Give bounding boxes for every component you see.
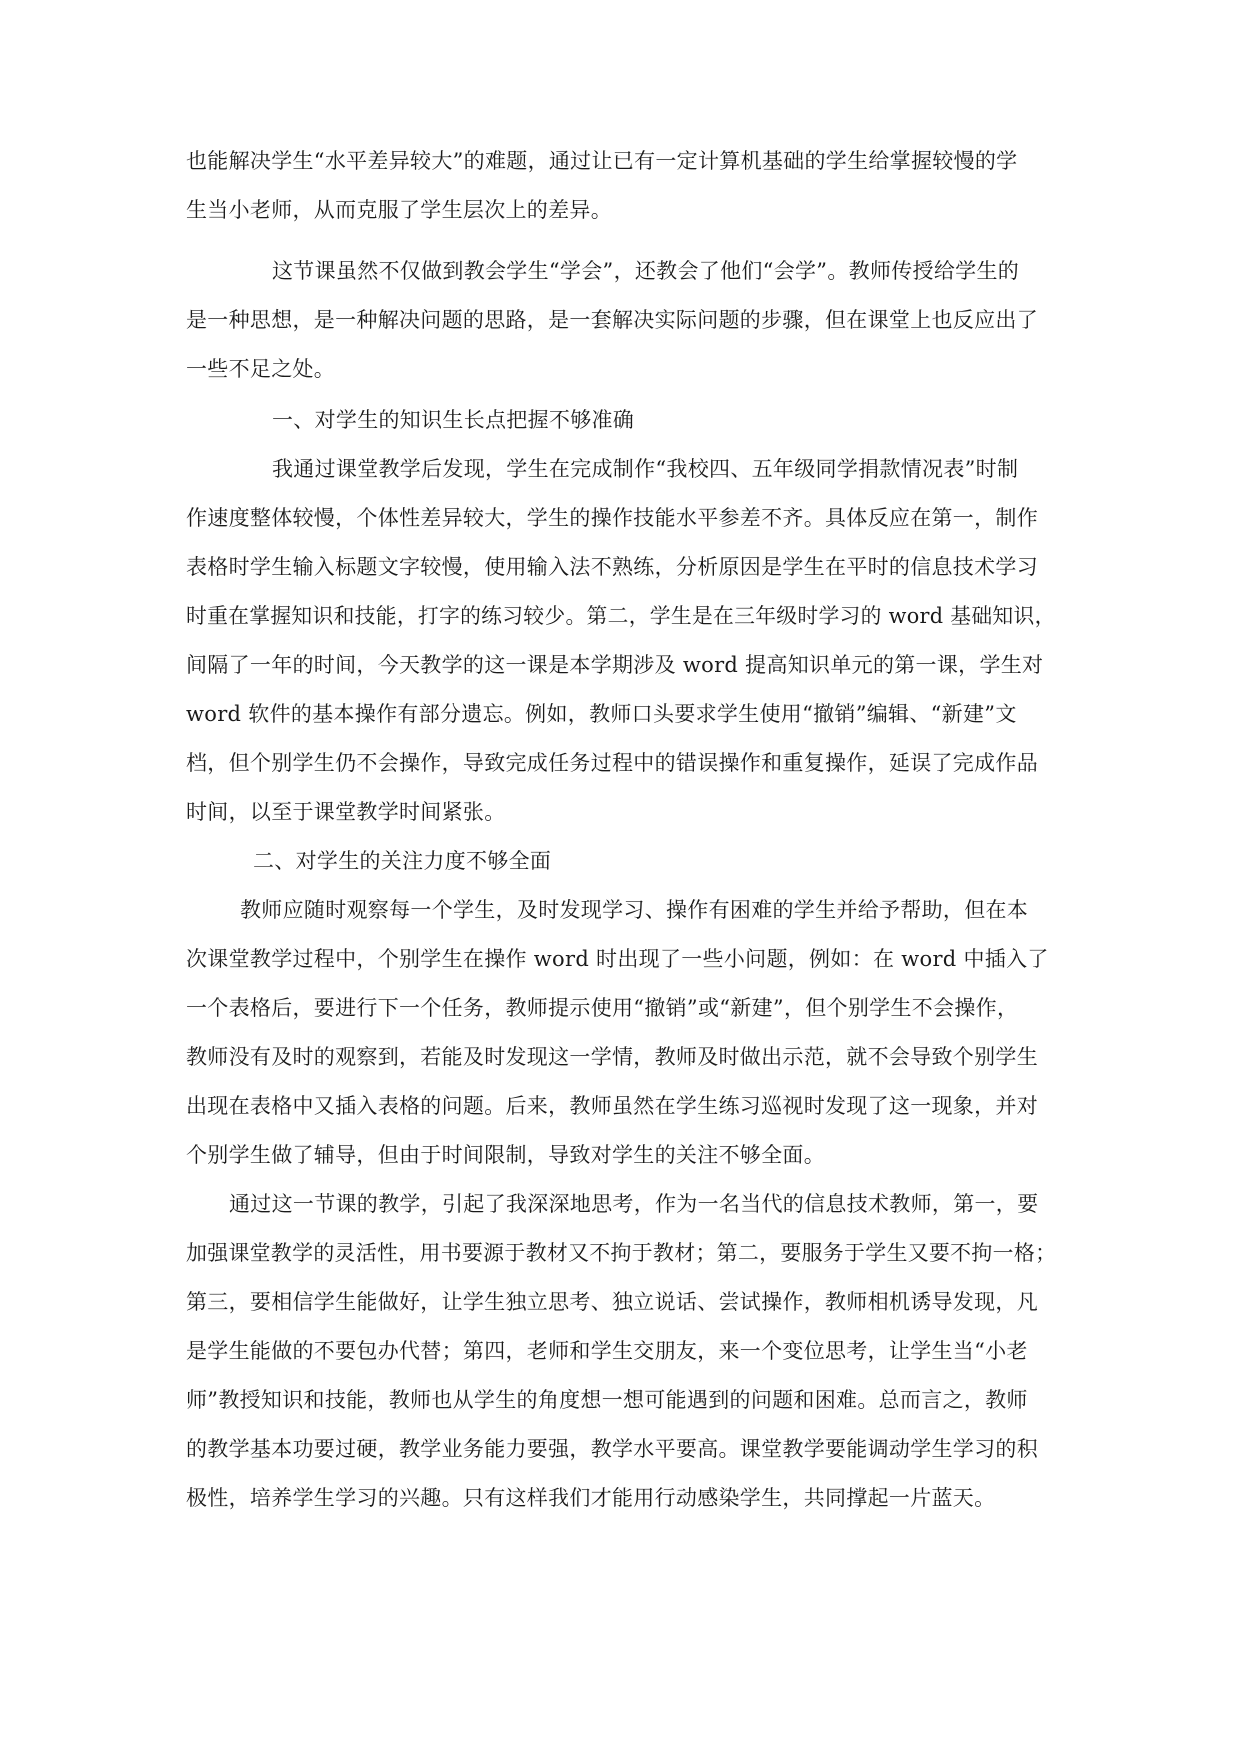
text-line: 教师应随时观察每一个学生，及时发现学习、操作有困难的学生并给予帮助，但在本 bbox=[240, 898, 1029, 922]
text-line: 个别学生做了辅导，但由于时间限制，导致对学生的关注不够全面。 bbox=[186, 1143, 825, 1167]
text-line: 档，但个别学生仍不会操作，导致完成任务过程中的错误操作和重复操作，延误了完成作品 bbox=[186, 751, 1038, 775]
text-line: 通过这一节课的教学，引起了我深深地思考，作为一名当代的信息技术教师，第一，要 bbox=[229, 1192, 1039, 1216]
text-line: 的教学基本功要过硬，教学业务能力要强，教学水平要高。课堂教学要能调动学生学习的积 bbox=[186, 1437, 1038, 1461]
section-heading: 一、对学生的知识生长点把握不够准确 bbox=[272, 408, 635, 432]
text-line: 师”教授知识和技能，教师也从学生的角度想一想可能遇到的问题和困难。总而言之，教师 bbox=[186, 1388, 1028, 1412]
text-line: 教师没有及时的观察到，若能及时发现这一学情，教师及时做出示范，就不会导致个别学生 bbox=[186, 1045, 1038, 1069]
text-line: 时重在掌握知识和技能，打字的练习较少。第二，学生是在三年级时学习的 word 基础知识， bbox=[186, 604, 1056, 628]
text-line: 时间，以至于课堂教学时间紧张。 bbox=[186, 800, 506, 824]
text-line: 出现在表格中又插入表格的问题。后来，教师虽然在学生练习巡视时发现了这一现象，并对 bbox=[186, 1094, 1038, 1118]
text-line: 第三，要相信学生能做好，让学生独立思考、独立说话、尝试操作，教师相机诱导发现，凡 bbox=[186, 1290, 1038, 1314]
text-line: 一些不足之处。 bbox=[186, 357, 336, 381]
text-line: 是一种思想，是一种解决问题的思路，是一套解决实际问题的步骤，但在课堂上也反应出了 bbox=[186, 308, 1038, 332]
text-line: 加强课堂教学的灵活性，用书要源于教材又不拘于教材；第二，要服务于学生又要不拘一格； bbox=[186, 1241, 1057, 1265]
text-line: 作速度整体较慢，个体性差异较大，学生的操作技能水平参差不齐。具体反应在第一，制作 bbox=[186, 506, 1038, 530]
text-line: 这节课虽然不仅做到教会学生“学会”，还教会了他们“会学”。教师传授给学生的 bbox=[272, 259, 1020, 283]
text-line: 生当小老师，从而克服了学生层次上的差异。 bbox=[186, 198, 612, 222]
text-line: 一个表格后，要进行下一个任务，教师提示使用“撤销”或“新建”，但个别学生不会操作， bbox=[186, 996, 1019, 1020]
text-line: 间隔了一年的时间，今天教学的这一课是本学期涉及 word 提高知识单元的第一课，学生对 bbox=[186, 653, 1044, 677]
text-line: 表格时学生输入标题文字较慢，使用输入法不熟练，分析原因是学生在平时的信息技术学习 bbox=[186, 555, 1038, 579]
text-line: 次课堂教学过程中，个别学生在操作 word 时出现了一些小问题，例如：在 word 中插入了 bbox=[186, 947, 1049, 971]
text-line: 我通过课堂教学后发现，学生在完成制作“我校四、五年级同学捐款情况表”时制 bbox=[272, 457, 1019, 481]
section-heading: 二、对学生的关注力度不够全面 bbox=[253, 849, 552, 873]
text-line: 极性，培养学生学习的兴趣。只有这样我们才能用行动感染学生，共同撑起一片蓝天。 bbox=[186, 1486, 996, 1510]
text-line: 是学生能做的不要包办代替；第四，老师和学生交朋友，来一个变位思考，让学生当“小老 bbox=[186, 1339, 1028, 1363]
text-line: word 软件的基本操作有部分遗忘。例如，教师口头要求学生使用“撤销”编辑、“新建”文 bbox=[186, 702, 1017, 726]
text-line: 也能解决学生“水平差异较大”的难题，通过让已有一定计算机基础的学生给掌握较慢的学 bbox=[186, 149, 1018, 173]
